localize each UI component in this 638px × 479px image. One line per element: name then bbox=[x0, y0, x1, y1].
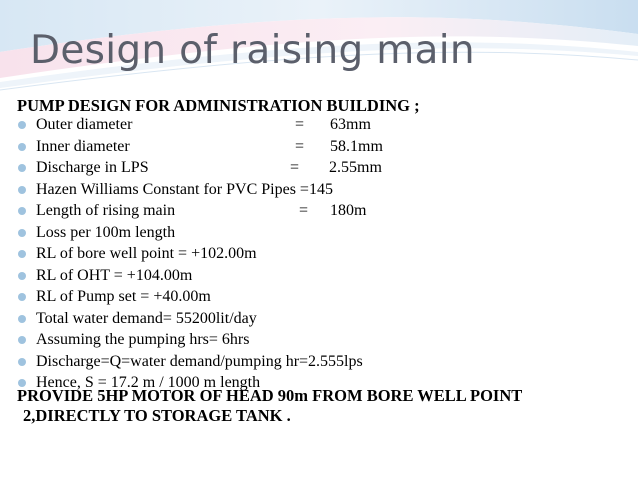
item-label: Inner diameter bbox=[36, 137, 130, 155]
bullet-dot-icon bbox=[18, 143, 26, 151]
conclusion-text bbox=[17, 386, 627, 426]
bullet-dot-icon bbox=[18, 164, 26, 172]
item-value: 180m bbox=[330, 202, 367, 219]
item-label: Assuming the pumping hrs= 6hrs bbox=[36, 331, 250, 348]
slide-title: Design of raising main bbox=[30, 28, 475, 73]
item-label: Outer diameter bbox=[36, 116, 133, 133]
item-equals: = bbox=[295, 137, 305, 155]
item-equals: = bbox=[295, 116, 305, 133]
bullet-dot-icon bbox=[18, 250, 26, 258]
item-equals: = bbox=[290, 159, 300, 176]
bullet-dot-icon bbox=[18, 121, 26, 129]
item-equals: = bbox=[299, 202, 309, 219]
item-value: 2.55mm bbox=[329, 159, 382, 176]
bullet-dot-icon bbox=[18, 358, 26, 366]
section-heading: PUMP DESIGN FOR ADMINISTRATION BUILDING ; bbox=[17, 96, 420, 115]
item-value: 58.1mm bbox=[330, 137, 383, 155]
item-label: RL of bore well point = +102.00m bbox=[36, 245, 257, 262]
conclusion-line-1: PROVIDE 5HP MOTOR OF HEAD 90m FROM BORE WELL POINT bbox=[17, 386, 523, 405]
item-value: 63mm bbox=[330, 116, 371, 133]
bullet-dot-icon bbox=[18, 315, 26, 323]
item-label: Discharge=Q=water demand/pumping hr=2.555lps bbox=[36, 352, 363, 370]
bullet-dot-icon bbox=[18, 229, 26, 237]
item-label: Total water demand= 55200lit/day bbox=[36, 309, 257, 327]
item-label: RL of Pump set = +40.00m bbox=[36, 288, 211, 305]
item-label: Hazen Williams Constant for PVC Pipes =145 bbox=[36, 180, 333, 198]
item-label: Discharge in LPS bbox=[36, 159, 149, 176]
bullet-dot-icon bbox=[18, 186, 26, 194]
item-label: RL of OHT = +104.00m bbox=[36, 266, 193, 284]
conclusion-line-2: 2,DIRECTLY TO STORAGE TANK . bbox=[23, 406, 291, 425]
bullet-dot-icon bbox=[18, 272, 26, 280]
item-label: Hence, S = 17.2 m / 1000 m length bbox=[36, 374, 261, 391]
item-label: Loss per 100m length bbox=[36, 223, 176, 241]
bullet-dot-icon bbox=[18, 293, 26, 301]
bullet-dot-icon bbox=[18, 336, 26, 344]
bullet-dot-icon bbox=[18, 207, 26, 215]
item-label: Length of rising main bbox=[36, 202, 176, 219]
